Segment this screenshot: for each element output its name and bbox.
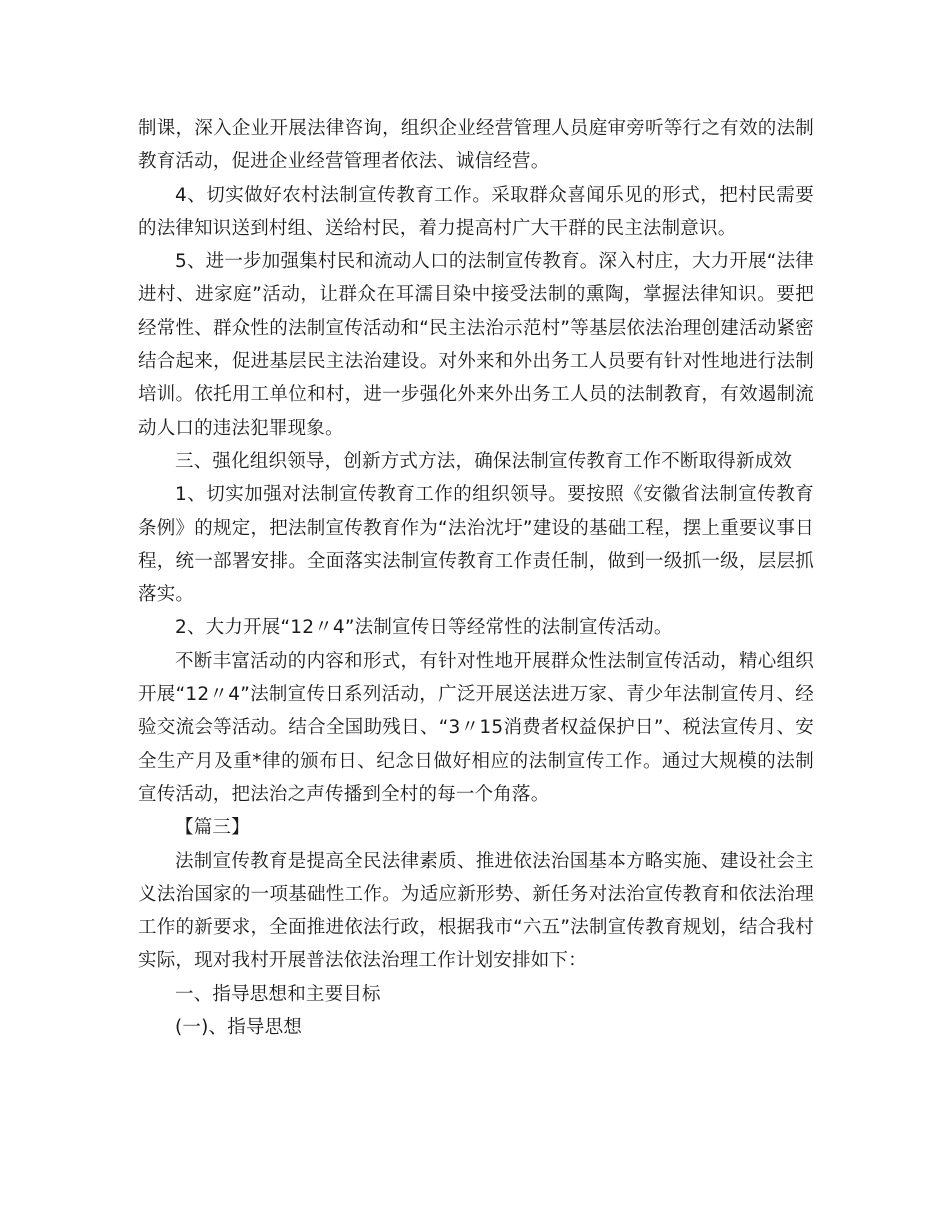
paragraph-item-1: 1、切实加强对法制宣传教育工作的组织领导。要按照《安徽省法制宣传教育条例》的规定，把法制宣传教育作为“法治沈圩”建设的基础工程，摆上重要议事日程，统一部署安排。全面落实法制宣传教育工作责任制，做到一级抓一级，层层抓落实。 xyxy=(138,484,814,606)
document-body xyxy=(138,112,814,1044)
chapter-tag: 【篇三】 xyxy=(175,817,250,839)
paragraph-intro: 法制宣传教育是提高全民法律素质、推进依法治国基本方略实施、建设社会主义法治国家的一项基础性工作。为适应新形势、新任务对法治宣传教育和依法治理工作的新要求，全面推进依法行政，根据我市“六五”法制宣传教育规划，结合我村实际，现对我村开展普法依法治理工作计划安排如下： xyxy=(138,850,814,972)
section-heading-3: 三、强化组织领导，创新方式方法，确保法制宣传教育工作不断取得新成效 xyxy=(175,450,793,472)
paragraph-item-2: 2、大力开展“12〃4”法制宣传日等经常性的法制宣传活动。 xyxy=(175,617,673,639)
subsection-heading-1: (一)、指导思想 xyxy=(175,1017,303,1039)
paragraph-activities: 不断丰富活动的内容和形式，有针对性地开展群众性法制宣传活动，精心组织开展“12〃4”法制宣传日系列活动，广泛开展送法进万家、青少年法制宣传月、经验交流会等活动。结合全国助残日、“3〃15消费者权益保护日”、税法宣传月、安全生产月及重*律的颁布日、纪念日做好相应的法制宣传工作。通过大规模的法制宣传活动，把法治之声传播到全村的每一个角落。 xyxy=(138,650,814,805)
paragraph-continuation: 制课，深入企业开展法律咨询，组织企业经营管理人员庭审旁听等行之有效的法制教育活动，促进企业经营管理者依法、诚信经营。 xyxy=(138,118,814,173)
section-heading-1: 一、指导思想和主要目标 xyxy=(175,983,381,1005)
paragraph-item-5: 5、进一步加强集村民和流动人口的法制宣传教育。深入村庄，大力开展“法律进村、进家庭”活动，让群众在耳濡目染中接受法制的熏陶，掌握法律知识。要把经常性、群众性的法制宣传活动和“民主法治示范村”等基层依法治理创建活动紧密结合起来，促进基层民主法治建设。对外来和外出务工人员要有针对性地进行法制培训。依托用工单位和村，进一步强化外来外出务工人员的法制教育，有效遏制流动人口的违法犯罪现象。 xyxy=(138,251,814,439)
paragraph-item-4: 4、切实做好农村法制宣传教育工作。采取群众喜闻乐见的形式，把村民需要的法律知识送到村组、送给村民，着力提高村广大干群的民主法制意识。 xyxy=(138,184,814,239)
